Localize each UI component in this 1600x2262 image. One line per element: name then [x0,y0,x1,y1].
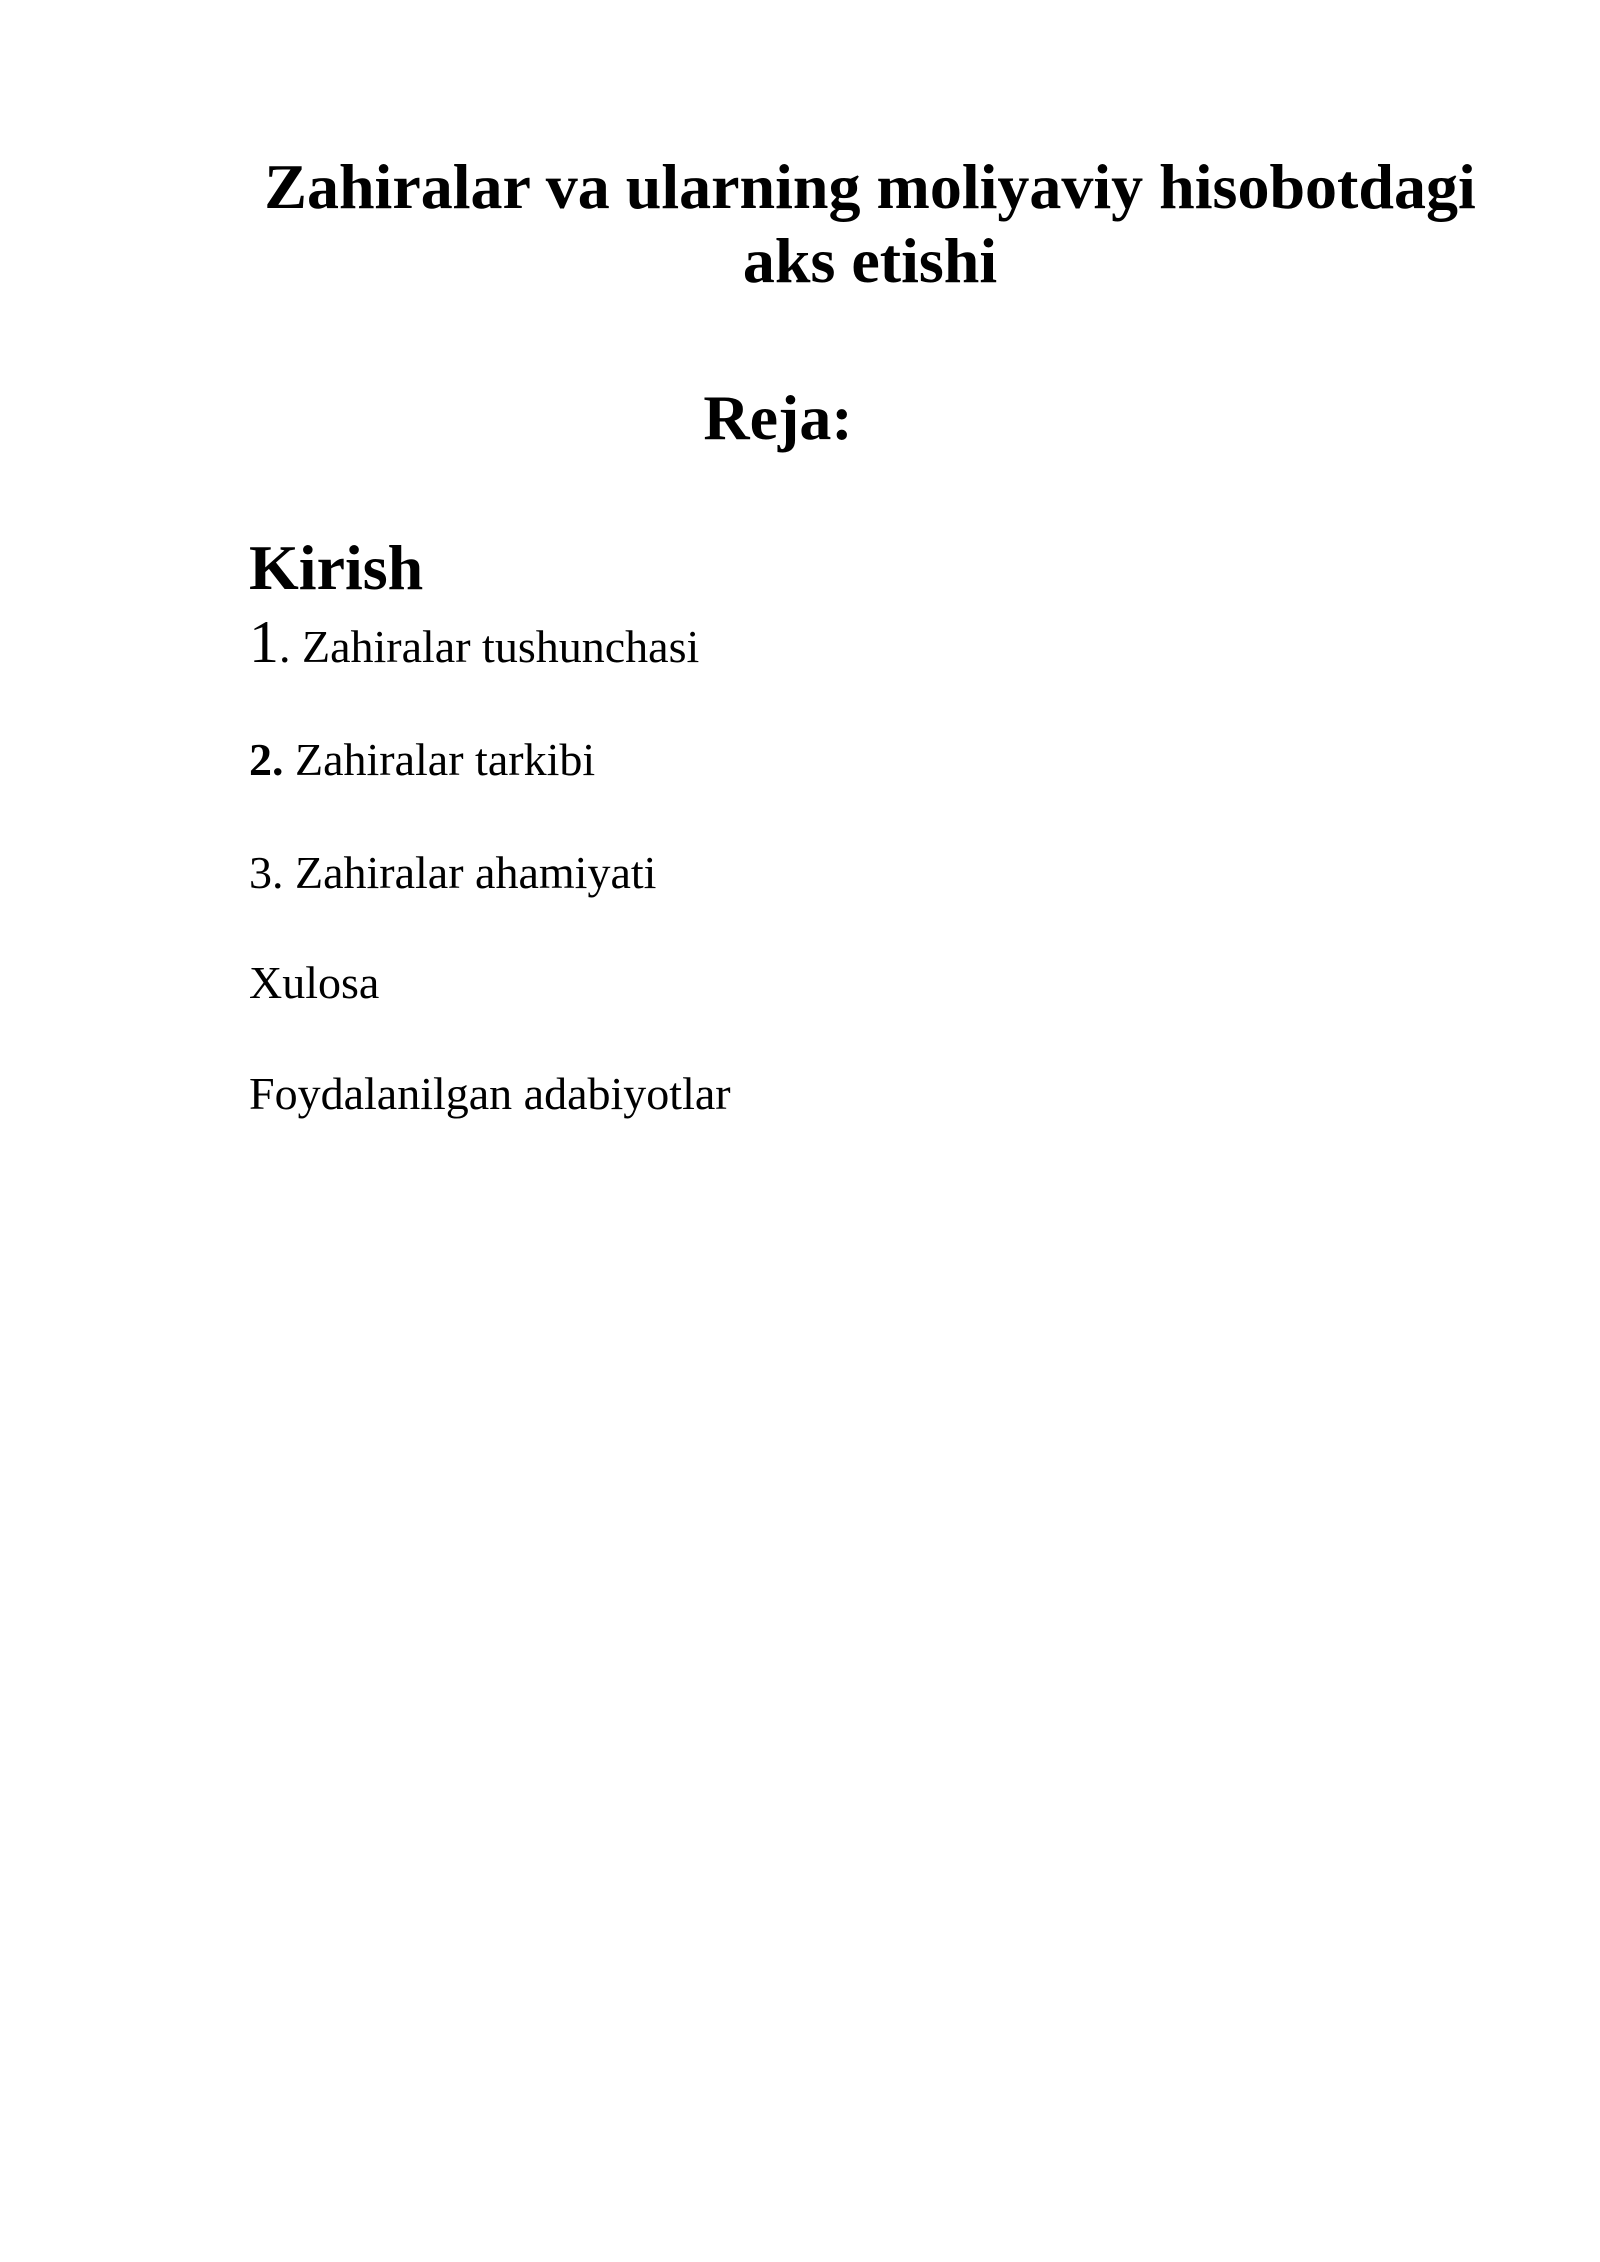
plan-item-1-separator: . [279,621,302,672]
plan-item-2 [249,730,595,790]
plan-item-2-text: Zahiralar tarkibi [295,734,596,785]
plan-item-conclusion: Xulosa [249,957,380,1008]
document-title-line-1: Zahiralar va ularning moliyaviy hisobotdagi [264,151,1476,222]
document-title [250,150,1490,298]
plan-item-references: Foydalanilgan adabiyotlar [249,1068,731,1119]
plan-item-1-text: Zahiralar tushunchasi [302,621,700,672]
plan-item-3: 3. Zahiralar ahamiyati [249,847,657,898]
plan-item-2-number: 2. [249,734,284,785]
plan-heading: Reja: [703,382,853,453]
plan-item-1 [249,609,700,677]
plan-item-1-number: 1 [249,609,279,675]
plan-item-introduction: Kirish [249,532,424,603]
document-title-line-2: aks etishi [742,225,998,296]
